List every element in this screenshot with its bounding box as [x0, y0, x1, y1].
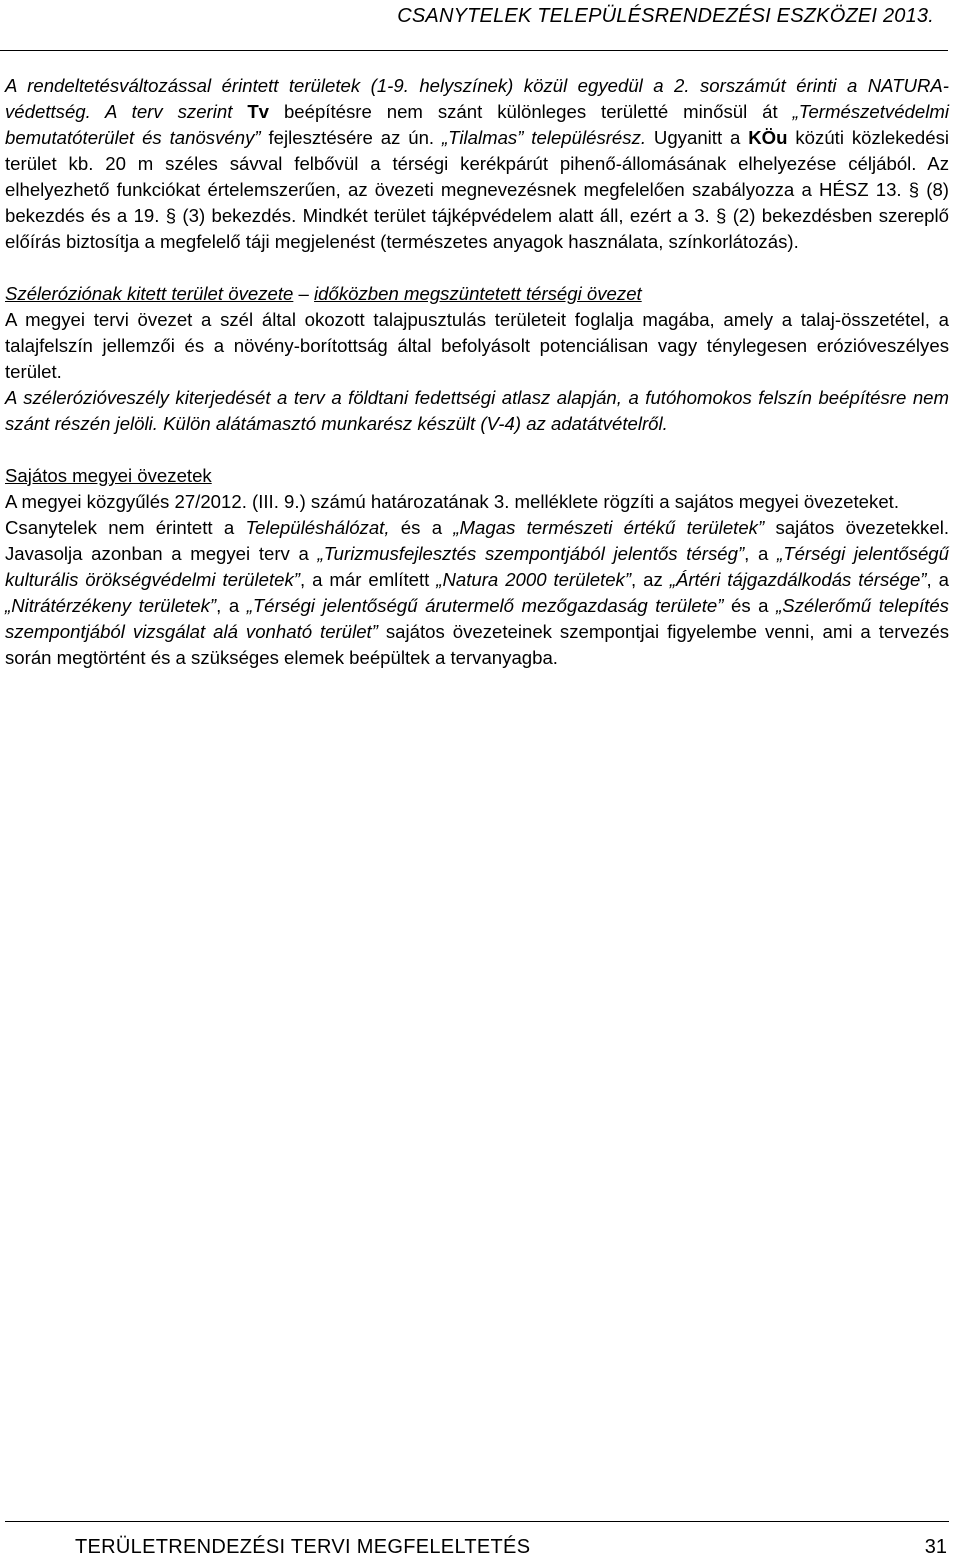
- quoted-term: „Szélerőmű telepítés szempontjából vizsgálat alá vonható terület”: [5, 595, 949, 642]
- heading-text: Sajátos megyei övezetek: [5, 465, 212, 486]
- quoted-term: Településhálózat,: [245, 517, 390, 538]
- quoted-term: „Nitrátérzékeny területek”: [5, 595, 217, 616]
- page-header: [0, 0, 948, 51]
- text-run: , a: [926, 569, 949, 590]
- text-run: beépítésre nem szánt különleges területté minősül át: [269, 101, 793, 122]
- quoted-term: „Természetvédelmi bemutatóterület és tanösvény”: [5, 101, 949, 148]
- text-run: közúti közlekedési terület kb. 20 m széles sávval felbővül a térségi kerékpárút pihenő-állomásának elhelyezése céljából. Az elhelyezhető funkciókat értelemszerűen, az övezeti megnevezésnek megfelelően szabályozza a HÉSZ 13. § (8) bekezdés és a 19. § (3) bekezdés. Mindkét terület tájképvédelem alatt áll, ezért a 3. § (2) bekezdésben szereplő előírás biztosítja a megfelelő táji megjelenést (természetes anyagok használata, színkorlátozás).: [5, 127, 949, 252]
- text-run: A terv szerint: [90, 101, 248, 122]
- text-run: , az: [631, 569, 670, 590]
- heading-part: Széleróziónak kitett terület övezete: [5, 283, 294, 304]
- section-heading-special-zones: [5, 463, 949, 489]
- text-run: sajátos övezetekkel. Javasolja azonban a megyei terv a: [5, 517, 949, 564]
- text-run: fejlesztésére az ún.: [260, 127, 442, 148]
- document-body: [5, 73, 949, 671]
- text-run: , a: [744, 543, 778, 564]
- quoted-term: „Turizmusfejlesztés szempontjából jelentős térség”: [317, 543, 745, 564]
- quoted-term: „Tilalmas” településrész.: [441, 127, 647, 148]
- zone-code-kou: KÖu: [748, 127, 788, 148]
- italic-sentence: A rendeltetésváltozással érintett területek (1-9. helyszínek) közül egyedül a 2. sorszámút érinti a NATURA-védettség.: [5, 75, 949, 122]
- quoted-term: „Natura 2000 területek”: [436, 569, 632, 590]
- text-run: sajátos övezeteinek szempontjai figyelembe venni, ami a tervezés során megtörtént és a szükséges elemek beépültek a tervanyagba.: [5, 621, 949, 668]
- page-footer: [5, 1521, 949, 1558]
- quoted-term: „Ártéri tájgazdálkodás térsége”: [669, 569, 927, 590]
- paragraph-wind-erosion-italic: [5, 385, 949, 437]
- paragraph-special-zones-2: [5, 515, 949, 671]
- page-number: 31: [924, 1536, 947, 1558]
- section-heading-wind-erosion: [5, 281, 949, 307]
- italic-text: A szélerózióveszély kiterjedését a terv a földtani fedettségi atlasz alapján, a futóhomokos felszín beépítésre nem szánt részén jelöli. Külön alátámasztó munkarész készült (V-4) az adatátvételről.: [5, 387, 949, 434]
- quoted-term: „Magas természeti értékű területek”: [453, 517, 765, 538]
- header-title: CSANYTELEK TELEPÜLÉSRENDEZÉSI ESZKÖZEI 2013.: [397, 5, 934, 27]
- paragraph-natura: [5, 73, 949, 255]
- text-run: , a: [216, 595, 247, 616]
- text-run: és a: [389, 517, 454, 538]
- text-run: és a: [723, 595, 777, 616]
- quoted-term: „Térségi jelentőségű árutermelő mezőgazdaság területe”: [246, 595, 724, 616]
- heading-dash: –: [293, 283, 315, 304]
- paragraph-special-zones-1: A megyei közgyűlés 27/2012. (III. 9.) számú határozatának 3. melléklete rögzíti a sajátos megyei övezeteket.: [5, 491, 899, 512]
- heading-part: időközben megszüntetett térségi övezet: [314, 283, 642, 304]
- text-run: , a már említett: [299, 569, 437, 590]
- zone-code-tv: Tv: [247, 101, 270, 122]
- footer-section-title: TERÜLETRENDEZÉSI TERVI MEGFELELTETÉS: [75, 1536, 531, 1558]
- text-run: Csanytelek nem érintett a: [5, 517, 246, 538]
- text-run: Ugyanitt a: [646, 127, 749, 148]
- paragraph-wind-erosion: A megyei tervi övezet a szél által okozott talajpusztulás területeit foglalja magába, amely a talaj-összetétel, a talajfelszín jellemzői és a növény-borítottság által befolyásolt potenciálisan vagy ténylegesen erózióveszélyes terület.: [5, 309, 949, 382]
- quoted-term: „Térségi jelentőségű kulturális örökségvédelmi területek”: [5, 543, 949, 590]
